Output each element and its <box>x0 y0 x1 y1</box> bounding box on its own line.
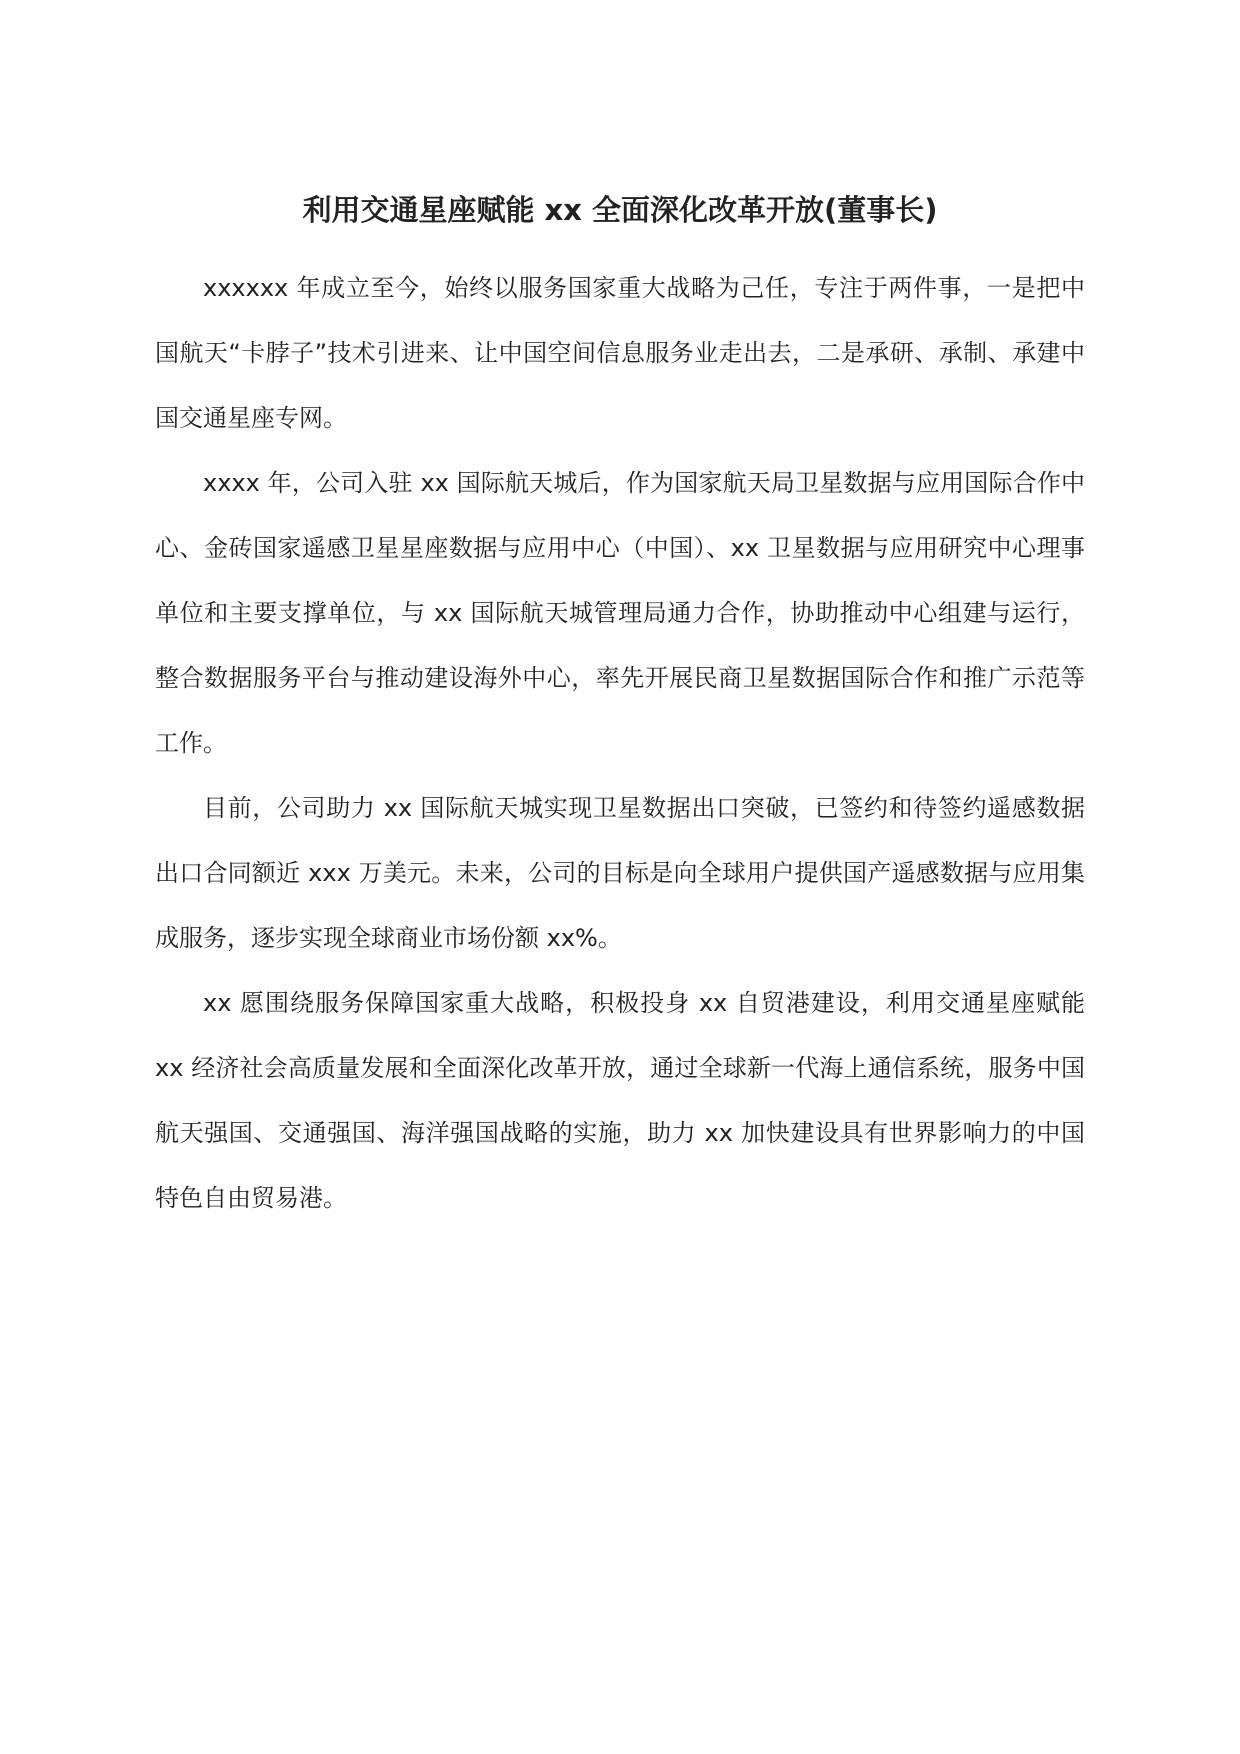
document-title: 利用交通星座赋能 xx 全面深化改革开放(董事长) <box>302 193 938 227</box>
document-body <box>155 256 1085 1231</box>
paragraph-1: xxxxxx 年成立至今，始终以服务国家重大战略为己任，专注于两件事，一是把中国航天“卡脖子”技术引进来、让中国空间信息服务业走出去，二是承研、承制、承建中国交通星座专网。 <box>155 274 1085 432</box>
paragraph-2: xxxx 年，公司入驻 xx 国际航天城后，作为国家航天局卫星数据与应用国际合作中心、金砖国家遥感卫星星座数据与应用中心（中国）、xx 卫星数据与应用研究中心理事单位和主要支撑单位，与 xx 国际航天城管理局通力合作，协助推动中心组建与运行，整合数据服务平台与推动建设海外中心，率先开展民商卫星数据国际合作和推广示范等工作。 <box>155 469 1085 757</box>
paragraph-3: 目前，公司助力 xx 国际航天城实现卫星数据出口突破，已签约和待签约遥感数据出口合同额近 xxx 万美元。未来，公司的目标是向全球用户提供国产遥感数据与应用集成服务，逐步实现全球商业市场份额 xx%。 <box>155 794 1085 952</box>
paragraph-4: xx 愿围绕服务保障国家重大战略，积极投身 xx 自贸港建设，利用交通星座赋能 xx 经济社会高质量发展和全面深化改革开放，通过全球新一代海上通信系统，服务中国航天强国、交通强国、海洋强国战略的实施，助力 xx 加快建设具有世界影响力的中国特色自由贸易港。 <box>155 989 1085 1212</box>
